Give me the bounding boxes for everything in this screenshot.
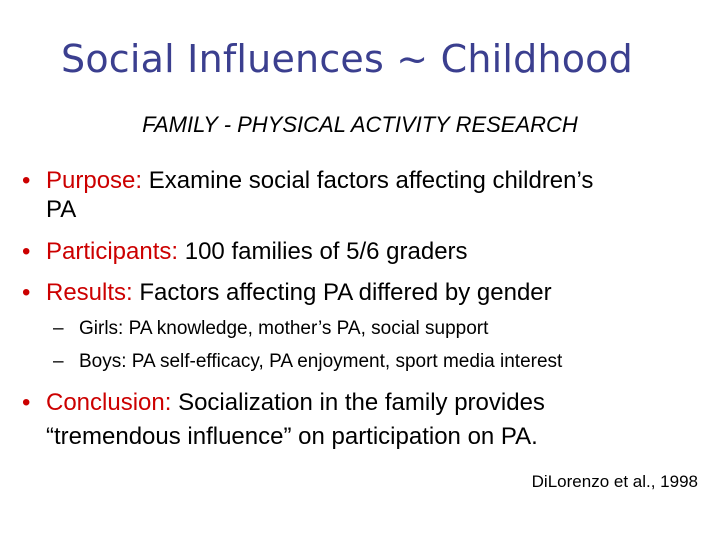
bullet-marker: • bbox=[22, 238, 31, 265]
bullet-text bbox=[46, 166, 593, 196]
bullet-label: Conclusion: bbox=[46, 389, 172, 416]
bullet-body-continued: “tremendous influence” on participation on PA. bbox=[46, 423, 538, 450]
bullet-body-continued: PA bbox=[46, 196, 77, 223]
slide-title: Social Influences ~ Childhood bbox=[61, 37, 633, 81]
sub-bullet-marker: – bbox=[53, 318, 64, 339]
slide-subtitle: FAMILY - PHYSICAL ACTIVITY RESEARCH bbox=[142, 112, 578, 137]
sub-bullet-marker: – bbox=[53, 351, 64, 372]
bullet-text bbox=[46, 237, 468, 267]
bullet-label: Results: bbox=[46, 279, 133, 306]
bullet-label: Participants: bbox=[46, 238, 179, 265]
bullet-body: Examine social factors affecting children’s bbox=[142, 167, 594, 194]
bullet-body: 100 families of 5/6 graders bbox=[178, 238, 468, 265]
bullet-label: Purpose: bbox=[46, 167, 143, 194]
bullet-marker: • bbox=[22, 389, 31, 416]
citation: DiLorenzo et al., 1998 bbox=[531, 472, 698, 491]
sub-bullet-text: Girls: PA knowledge, mother’s PA, social support bbox=[79, 318, 489, 339]
bullet-text bbox=[46, 388, 545, 418]
bullet-text bbox=[46, 278, 552, 308]
bullet-body: Socialization in the family provides bbox=[171, 389, 545, 416]
sub-bullet-text: Boys: PA self-efficacy, PA enjoyment, sport media interest bbox=[79, 351, 563, 372]
bullet-body: Factors affecting PA differed by gender bbox=[132, 279, 552, 306]
bullet-marker: • bbox=[22, 279, 31, 306]
bullet-marker: • bbox=[22, 167, 31, 194]
